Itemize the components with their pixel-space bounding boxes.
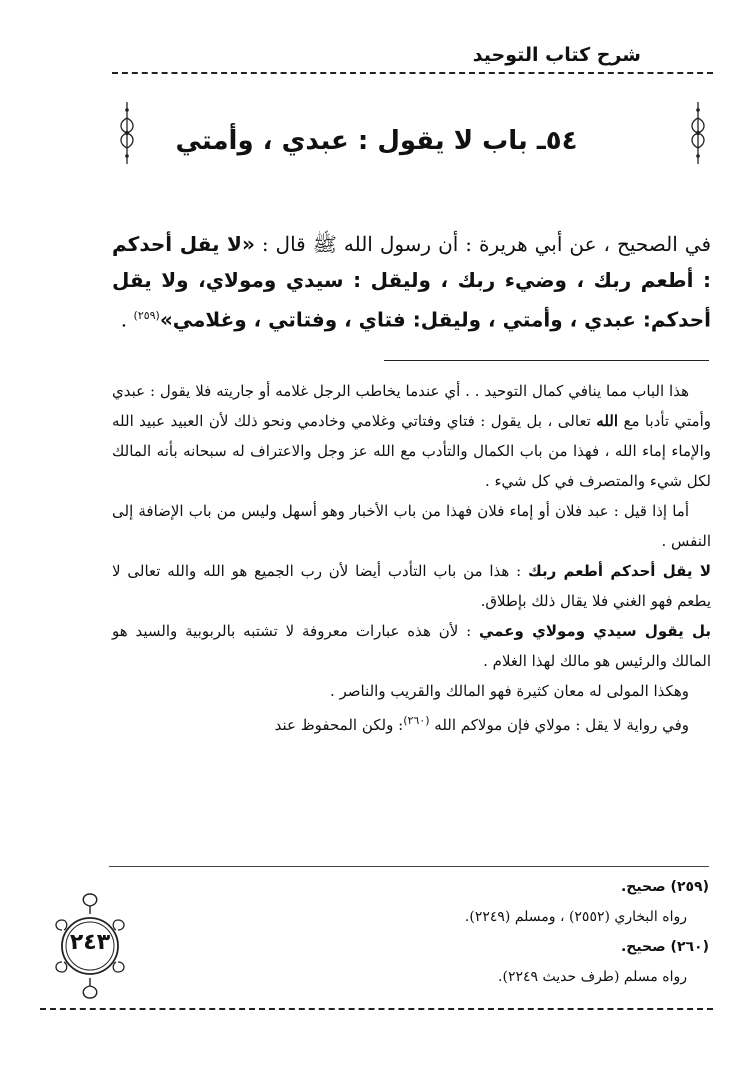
hadith-end: . bbox=[120, 307, 134, 332]
commentary-text: هذا الباب مما ينافي كمال التوحيد . . أي عندما يخاطب الرجل غلامه أو جاريته فلا يقول : عبدي وأمتي تأدبا مع bbox=[112, 382, 712, 430]
footnote-body: رواه مسلم (طرف حديث ٢٢٤٩). bbox=[498, 969, 687, 985]
hadith-lead: في الصحيح ، عن أبي هريرة : أن رسول الله ﷺ قال : bbox=[254, 232, 711, 256]
commentary bbox=[112, 376, 711, 740]
allah-word: الله bbox=[596, 412, 619, 430]
commentary-heading: لا يقل أحدكم أطعم ربك bbox=[528, 562, 711, 580]
chapter-title: ٥٤ـ باب لا يقول : عبدي ، وأمتي bbox=[175, 126, 578, 156]
footnotes bbox=[160, 872, 709, 992]
commentary-text: تعالى ، بل يقول : فتاي وفتاتي وغلامي وخادمي ونحو ذلك لأن العبيد عبيد الله والإماء إماء الله ، فهذا من باب الكمال والتأدب مع الله عز وجل والاعتراف له سبحانه بأنه المالك لكل شيء والمتصرف في كل شيء . bbox=[112, 412, 711, 490]
hadith-quote: «لا يقل أحدكم : أطعم ربك ، وضيء ربك ، وليقل : سيدي ومولاي، ولا يقل أحدكم: عبدي ، وأمتي ، وليقل: فتاي ، وفتاتي ، وغلامي» bbox=[112, 232, 711, 332]
commentary-paragraph-6 bbox=[112, 706, 711, 740]
footnote-ref-259: (٢٥٩) bbox=[133, 309, 160, 322]
running-header: شرح كتاب التوحيد bbox=[472, 44, 641, 66]
ornament-right-icon bbox=[687, 100, 709, 166]
commentary-text: : هذا من باب التأدب أيضا لأن رب الجميع هو الله والله تعالى لا يطعم فهو الغني فلا يقال ذلك بإطلاق. bbox=[112, 562, 711, 610]
commentary-paragraph-3 bbox=[112, 556, 711, 616]
footnote-heading: (٢٦٠) صحيح. bbox=[620, 939, 709, 955]
commentary-text: : ولكن المحفوظ عند bbox=[274, 716, 404, 734]
commentary-text: : لأن هذه عبارات معروفة لا تشتبه بالربوبية والسيد هو المالك والرئيس هو مالك لهذا الغلام . bbox=[112, 622, 711, 670]
commentary-paragraph-5: وهكذا المولى له معان كثيرة فهو المالك والقريب والناصر . bbox=[329, 682, 689, 700]
commentary-paragraph-1 bbox=[112, 376, 711, 496]
commentary-heading: بل يقول سيدي ومولاي وعمي bbox=[479, 622, 712, 640]
footnote-heading: (٢٥٩) صحيح. bbox=[620, 879, 709, 895]
page-number: ٢٤٣ bbox=[69, 930, 111, 955]
commentary-paragraph-2: أما إذا قيل : عبد فلان أو إماء فلان فهذا من باب الأخبار وهو أسهل وليس من باب الإضافة إلى النفس . bbox=[112, 502, 711, 550]
commentary-paragraph-4 bbox=[112, 616, 711, 676]
hadith-separator bbox=[384, 360, 709, 361]
hadith-text bbox=[112, 226, 711, 338]
footnote-separator bbox=[109, 866, 709, 867]
footnote-ref-260: (٢٦٠) bbox=[403, 714, 430, 727]
footnote-body: رواه البخاري (٢٥٥٢) ، ومسلم (٢٢٤٩). bbox=[464, 909, 687, 925]
footer-divider bbox=[40, 1008, 713, 1010]
commentary-text: وفي رواية لا يقل : مولاي فإن مولاكم الله bbox=[429, 716, 689, 734]
header-divider bbox=[112, 72, 713, 74]
ornament-left-icon bbox=[116, 100, 138, 166]
